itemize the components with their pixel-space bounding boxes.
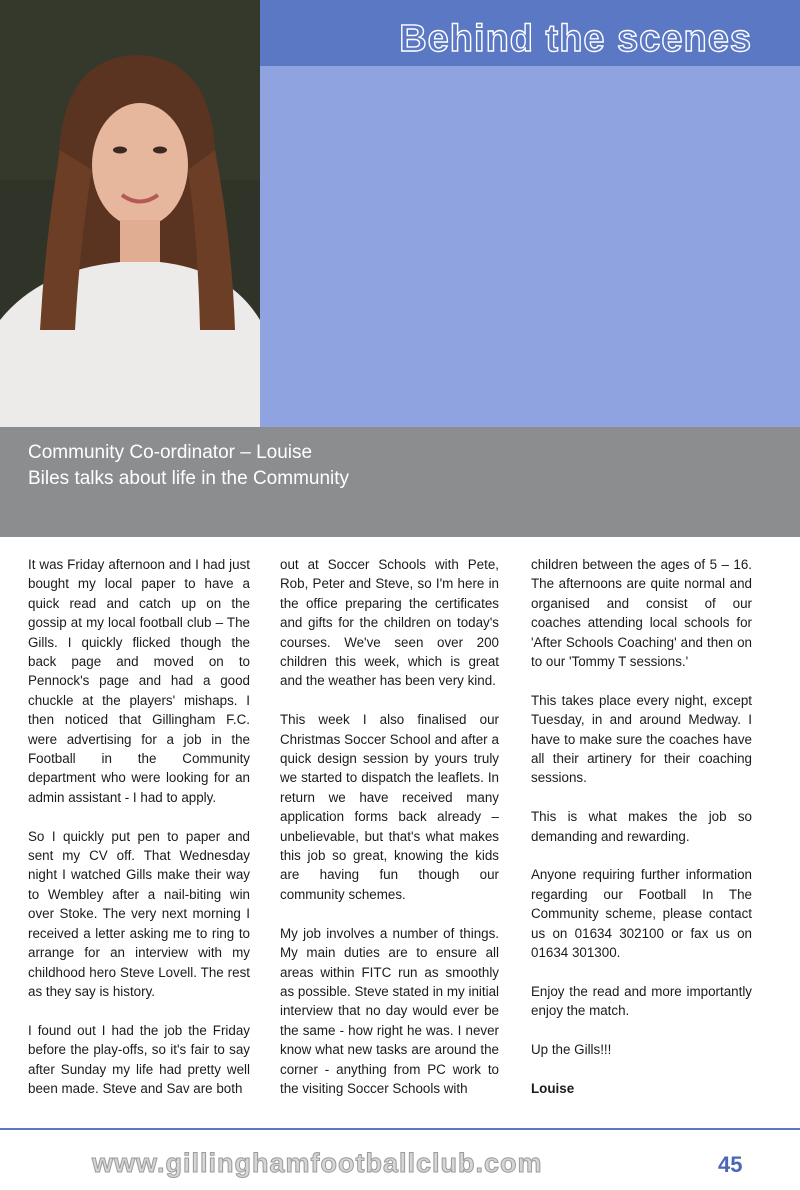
- portrait-photo: [0, 0, 260, 427]
- paragraph: Anyone requiring further information regarding our Football In The Community scheme, please contact us on 01634 302100 or fax us on 01634 301300.: [531, 867, 752, 961]
- paragraph: This takes place every night, except Tuesday, in and around Medway. I have to make sure the coaches have all their artinery for their coaching sessions.: [531, 692, 752, 786]
- footer-rule: [0, 1128, 800, 1130]
- footer-url: www.gillinghamfootballclub.com: [92, 1148, 543, 1178]
- paragraph: Up the Gills!!!: [531, 1042, 612, 1058]
- article-column-3: [531, 555, 752, 1118]
- paragraph: out at Soccer Schools with Pete, Rob, Peter and Steve, so I'm here in the office preparing the certificates and gifts for the children on today's courses. We've seen over 200 children this week, which is great and the weather has been very kind.: [280, 557, 499, 689]
- paragraph: This is what makes the job so demanding and rewarding.: [531, 809, 752, 844]
- article-subtitle: Community Co-ordinator – Louise Biles talks about life in the Community: [28, 442, 350, 489]
- paragraph: Enjoy the read and more importantly enjoy the match.: [531, 983, 752, 1019]
- paragraph: children between the ages of 5 – 16. The afternoons are quite normal and organised and consist of our coaches attending local schools for 'After Schools Coaching' and then on to our 'Tommy T sessions.': [531, 557, 752, 670]
- article-column-2: [280, 555, 499, 1118]
- author-signoff: Louise: [531, 1080, 575, 1096]
- paragraph: I found out I had the job the Friday before the play-offs, so it's fair to say after Sunday my life had pretty well been made. Steve and Sav are both: [28, 1022, 250, 1096]
- page-number: 45: [718, 1152, 743, 1177]
- paragraph: So I quickly put pen to paper and sent my CV off. That Wednesday night I watched Gills make their way to Wembley after a nail-biting win over Stoke. The very next morning I received a letter asking me to ring to arrange for an interview with my childhood hero Steve Lovell. The rest as they say is history.: [28, 828, 250, 999]
- paragraph: It was Friday afternoon and I had just bought my local paper to have a quick read and catch up on the gossip at my local football club – The Gills. I quickly flicked though the back page and moved on to Pennock's page and had a good chuckle at the players' mishaps. I then noticed that Gillingham F.C. were advertising for a job in the Football in the Community department who were looking for an admin assistant - I had to apply.: [28, 557, 250, 805]
- article-column-1: [28, 555, 250, 1118]
- paragraph: My job involves a number of things. My main duties are to ensure all areas within FITC run as smoothly as possible. Steve stated in my initial interview that no day would ever be the same - how right he was. I never know what new tasks are around the corner - anything from PC work to the visiting Soccer Schools with: [280, 925, 499, 1096]
- page-title: Behind the scenes: [399, 18, 752, 60]
- paragraph: This week I also finalised our Christmas Soccer School and after a quick design session by yours truly we started to dispatch the leaflets. In return we have received many application forms back already – unbelievable, but that's what makes this job so great, knowing the kids are having fun though our community schemes.: [280, 712, 499, 902]
- header-band-light: [260, 66, 800, 427]
- portrait-illustration: [0, 0, 260, 427]
